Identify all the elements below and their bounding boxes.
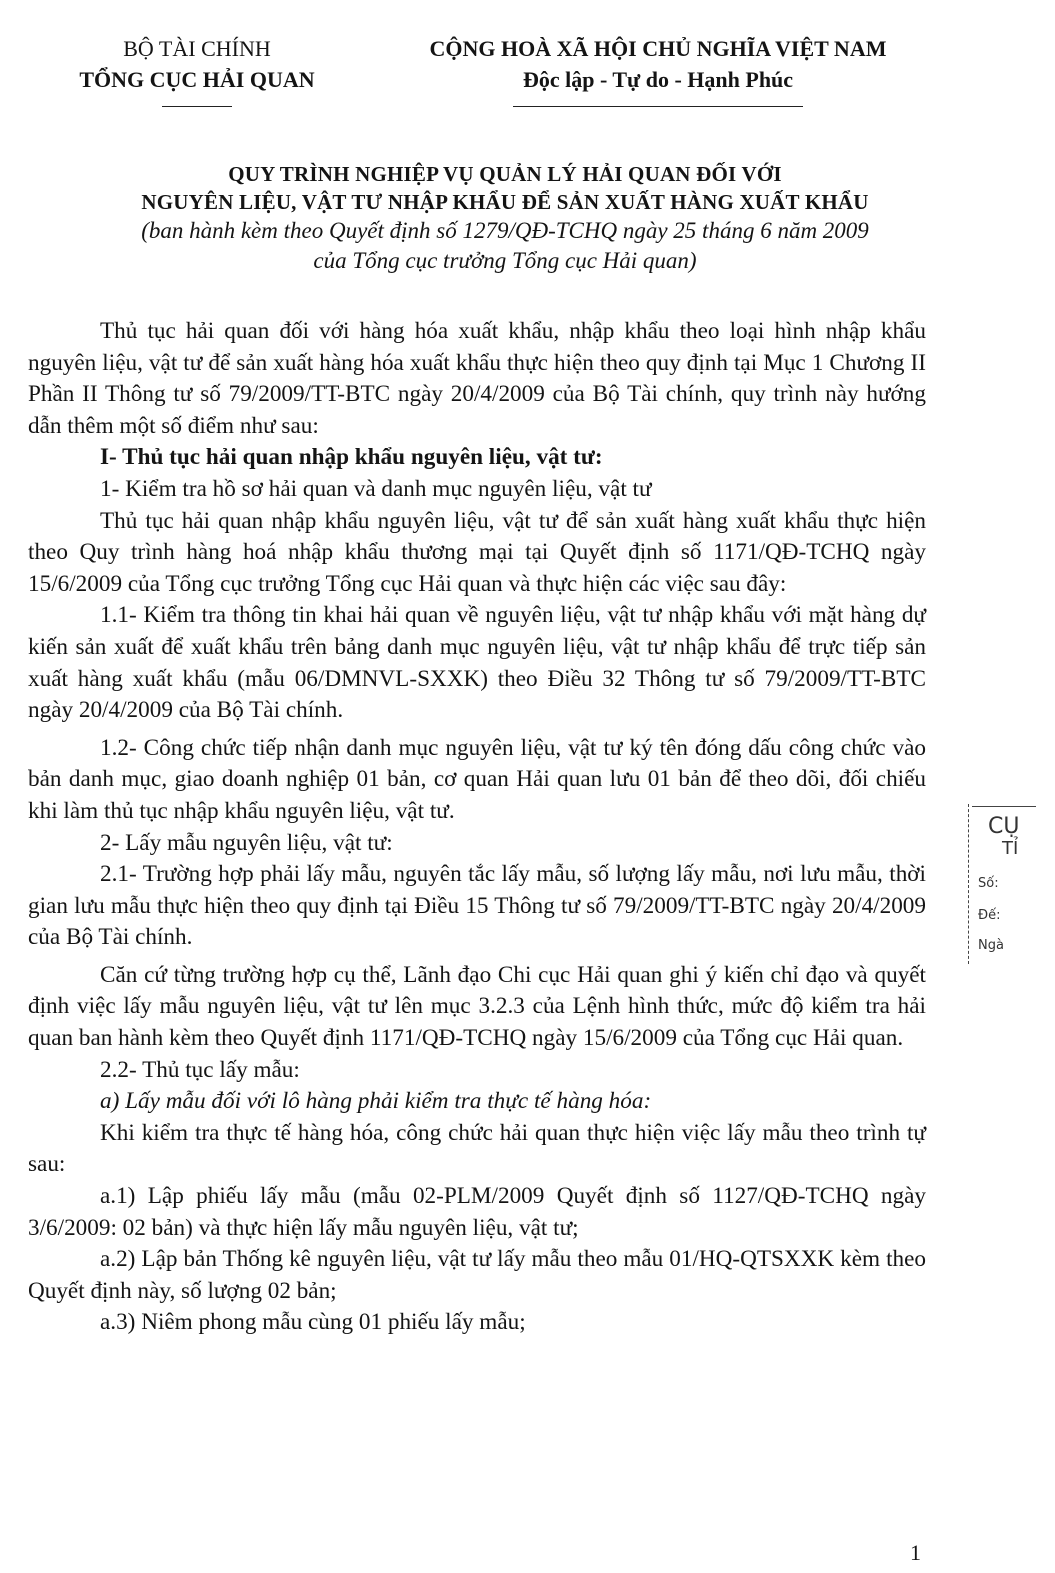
- subtitle-line-1: (ban hành kèm theo Quyết định số 1279/QĐ-TCHQ ngày 25 tháng 6 năm 2009: [141, 218, 869, 243]
- stamp-text: CỤ: [988, 814, 1020, 839]
- paragraph: a) Lấy mẫu đối với lô hàng phải kiểm tra thực tế hàng hóa:: [100, 1088, 652, 1115]
- stamp-text: Số:: [978, 876, 999, 891]
- divider: [162, 106, 232, 107]
- paragraph: Thủ tục hải quan nhập khẩu nguyên liệu, vật tư để sản xuất hàng xuất khẩu thực hiện theo Quy trình hàng hoá nhập khẩu thương mại tại Quyết định số 1171/QĐ-TCHQ ngày 15/6/2009 của Tổng cục trưởng Tổng cục Hải quan và thực hiện các việc sau đây:: [28, 507, 926, 597]
- paragraph: 2.1- Trường hợp phải lấy mẫu, nguyên tắc lấy mẫu, số lượng lấy mẫu, nơi lưu mẫu, thời gian lưu mẫu thực hiện theo quy định tại Điều 15 Thông tư số 79/2009/TT-BTC ngày 20/4/2009 của Bộ Tài chính.: [28, 861, 926, 951]
- stamp-border: [968, 804, 971, 964]
- paragraph: 1.1- Kiểm tra thông tin khai hải quan về nguyên liệu, vật tư nhập khẩu với mặt hàng dự kiến sản xuất để xuất khẩu trên bảng danh mục nguyên liệu, vật tư nhập khẩu để trực tiếp sản xuất hàng xuất khẩu (mẫu 06/DMNVL-SXXK) theo Điều 32 Thông tư số 79/2009/TT-BTC ngày 20/4/2009 của Bộ Tài chính.: [28, 602, 926, 724]
- paragraph: 1- Kiểm tra hồ sơ hải quan và danh mục nguyên liệu, vật tư: [100, 475, 652, 502]
- department-name: TỔNG CỤC HẢI QUAN: [79, 67, 315, 92]
- ministry-name: BỘ TÀI CHÍNH: [123, 36, 271, 61]
- motto: Độc lập - Tự do - Hạnh Phúc: [522, 67, 794, 92]
- document-title: [40, 160, 970, 276]
- subtitle-line-2: của Tổng cục trưởng Tổng cục Hải quan): [313, 248, 697, 273]
- issuing-agency: [52, 34, 342, 107]
- title-line-2: NGUYÊN LIỆU, VẬT TƯ NHẬP KHẨU ĐỂ SẢN XUẤT HÀNG XUẤT KHẨU: [141, 190, 869, 214]
- stamp-text: Ngà: [978, 938, 1004, 953]
- divider: [513, 106, 803, 107]
- title-line-1: QUY TRÌNH NGHIỆP VỤ QUẢN LÝ HẢI QUAN ĐỐI VỚI: [228, 162, 782, 186]
- national-motto: [378, 34, 938, 107]
- document-body: [28, 316, 926, 1339]
- country-name: CỘNG HOÀ XÃ HỘI CHỦ NGHĨA VIỆT NAM: [429, 36, 887, 61]
- margin-stamp: [968, 804, 1040, 964]
- paragraph: a.2) Lập bản Thống kê nguyên liệu, vật tư lấy mẫu theo mẫu 01/HQ-QTSXXK kèm theo Quyết định này, số lượng 02 bản;: [28, 1246, 926, 1304]
- section-heading: I- Thủ tục hải quan nhập khẩu nguyên liệu, vật tư:: [100, 444, 603, 471]
- paragraph: 1.2- Công chức tiếp nhận danh mục nguyên liệu, vật tư ký tên đóng dấu công chức vào bản danh mục, giao doanh nghiệp 01 bản, cơ quan Hải quan lưu 01 bản để theo dõi, đối chiếu khi làm thủ tục nhập khẩu nguyên liệu, vật tư.: [28, 734, 926, 824]
- paragraph: Căn cứ từng trường hợp cụ thể, Lãnh đạo Chi cục Hải quan ghi ý kiến chỉ đạo và quyết định việc lấy mẫu nguyên liệu, vật tư lên mục 3.2.3 của Lệnh hình thức, mức độ kiểm tra hải quan ban hành kèm theo Quyết định 1171/QĐ-TCHQ ngày 15/6/2009 của Tổng cục Hải quan.: [28, 961, 926, 1052]
- page-number: 1: [910, 1540, 921, 1565]
- stamp-text: Đế:: [978, 908, 1001, 923]
- paragraph: 2.2- Thủ tục lấy mẫu:: [100, 1056, 300, 1083]
- paragraph: a.1) Lập phiếu lấy mẫu (mẫu 02-PLM/2009 Quyết định số 1127/QĐ-TCHQ ngày 3/6/2009: 02 bản) và thực hiện lấy mẫu nguyên liệu, vật tư;: [28, 1183, 926, 1241]
- paragraph: Thủ tục hải quan đối với hàng hóa xuất khẩu, nhập khẩu theo loại hình nhập khẩu nguyên liệu, vật tư để sản xuất hàng hóa xuất khẩu thực hiện theo quy định tại Mục 1 Chương II Phần II Thông tư số 79/2009/TT-BTC ngày 20/4/2009 của Bộ Tài chính, quy trình này hướng dẫn thêm một số điểm như sau:: [28, 318, 926, 439]
- paragraph: Khi kiểm tra thực tế hàng hóa, công chức hải quan thực hiện việc lấy mẫu theo trình tự sau:: [28, 1119, 926, 1178]
- stamp-text: TỈ: [1002, 838, 1019, 859]
- stamp-border: [972, 806, 1036, 807]
- paragraph: 2- Lấy mẫu nguyên liệu, vật tư:: [100, 829, 393, 856]
- paragraph: a.3) Niêm phong mẫu cùng 01 phiếu lấy mẫu;: [100, 1309, 526, 1336]
